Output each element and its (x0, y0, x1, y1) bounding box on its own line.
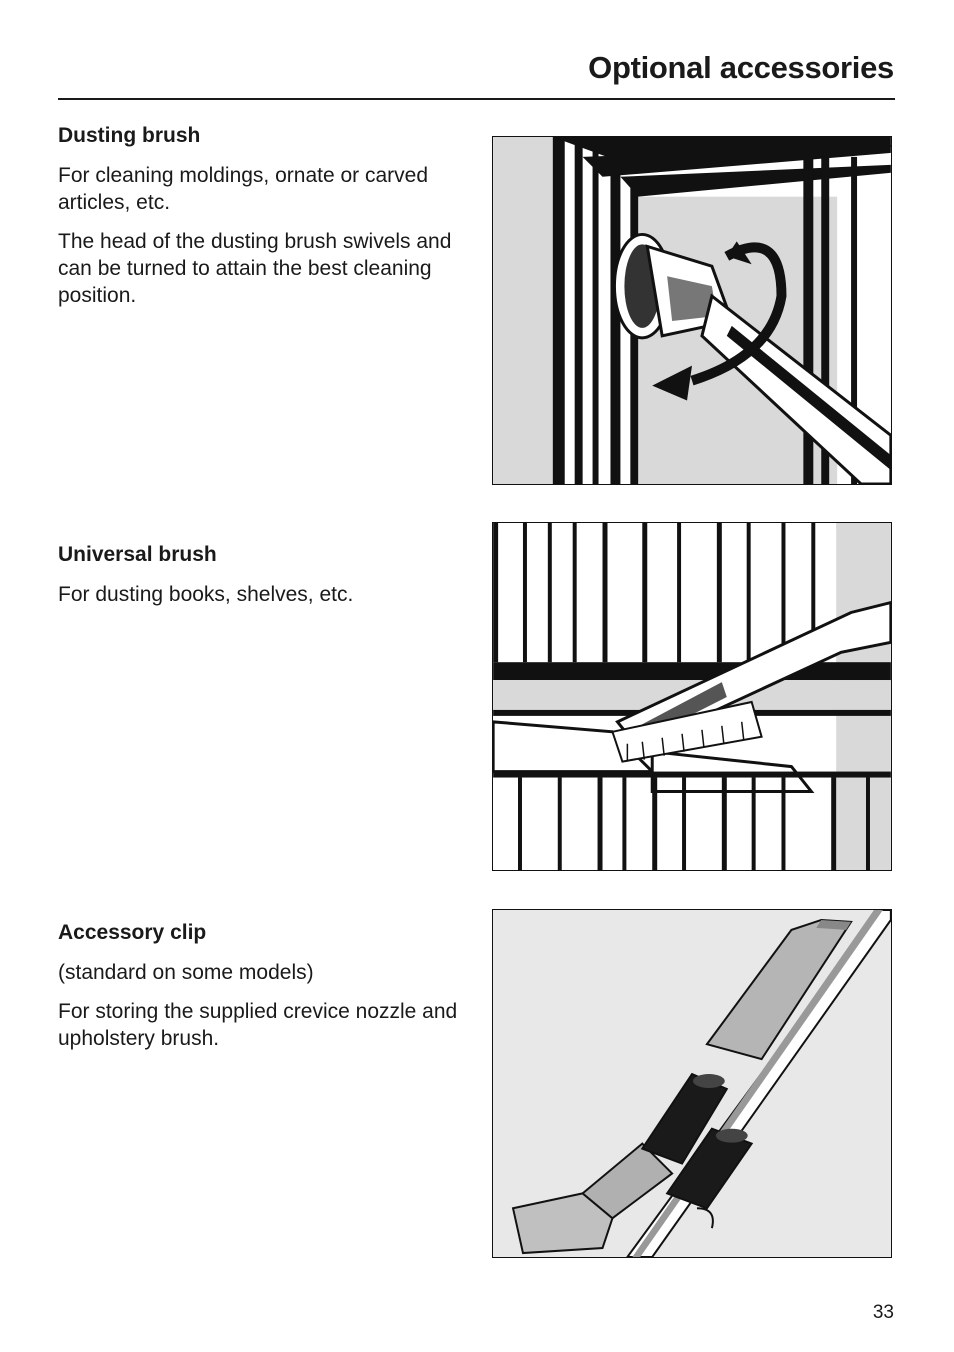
section-paragraph: For storing the supplied crevice nozzle and upholstery brush. (58, 1000, 458, 1050)
universal-brush-drawing (493, 523, 891, 870)
title-divider (58, 98, 895, 100)
page-title: Optional accessories (588, 50, 894, 85)
section-paragraph: For cleaning moldings, ornate or carved articles, etc. (58, 164, 429, 214)
dusting-brush-drawing (493, 137, 891, 484)
section-heading: Universal brush (58, 543, 217, 566)
section-heading: Dusting brush (58, 124, 201, 147)
section-universal-brush (58, 543, 468, 620)
section-dusting-brush (58, 124, 468, 321)
dusting-brush-illustration (492, 136, 892, 485)
section-paragraph: For dusting books, shelves, etc. (58, 583, 354, 606)
page-number: 33 (872, 1302, 894, 1323)
accessory-clip-illustration (492, 909, 892, 1258)
section-heading: Accessory clip (58, 921, 207, 944)
section-paragraph: The head of the dusting brush swivels and can be turned to attain the best cleaning position. (58, 230, 452, 307)
section-accessory-clip (58, 921, 468, 1064)
accessory-clip-drawing (493, 910, 891, 1257)
section-paragraph: (standard on some models) (58, 961, 314, 984)
universal-brush-illustration (492, 522, 892, 871)
